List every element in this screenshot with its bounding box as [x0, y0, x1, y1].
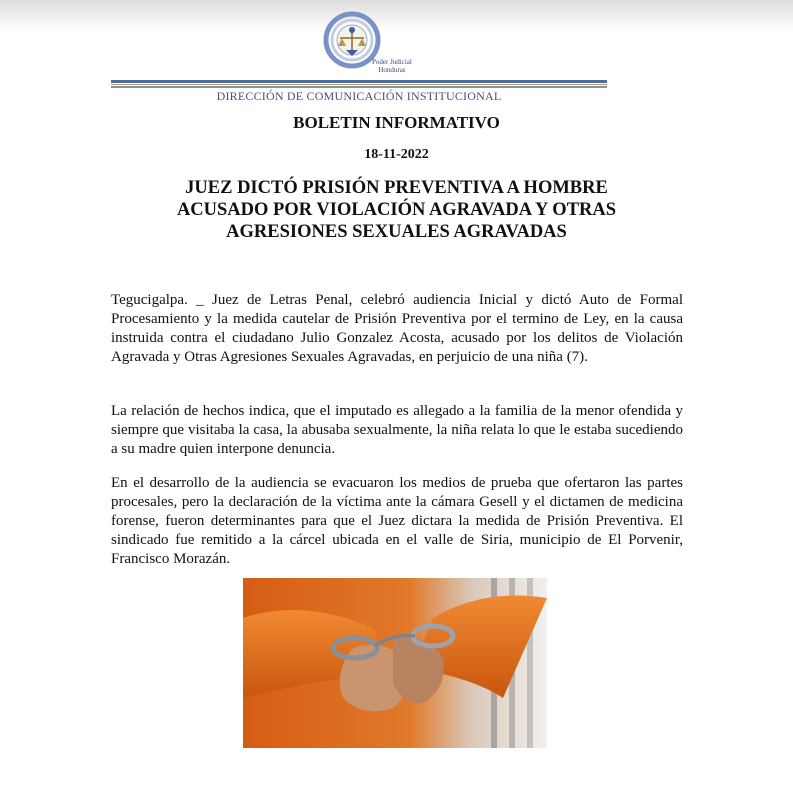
- headline-line: ACUSADO POR VIOLACIÓN AGRAVADA Y OTRAS: [176, 200, 617, 220]
- headline-line: JUEZ DICTÓ PRISIÓN PREVENTIVA A HOMBRE: [185, 178, 608, 198]
- header-rule-gold: [111, 84, 607, 85]
- body-paragraph-3: En el desarrollo de la audiencia se evacuaron los medios de prueba que ofertaron las partes procesales, pero la declaración de la víctima ante la cámara Gesell y el dictamen de medicina forense, fueron determinantes para que el Juez dictara la medida de Prisión Preventiva. El sindicado fue remitido a la cárcel ubicada en el valle de Siria, municipio de El Porvenir, Francisco Morazán.: [111, 475, 683, 567]
- headline: [130, 177, 663, 243]
- header-rule-gray: [111, 86, 607, 88]
- department-name: DIRECCIÓN DE COMUNICACIÓN INSTITUCIONAL: [216, 89, 502, 103]
- logo-caption-line2: Honduras: [378, 66, 406, 74]
- headline-line: AGRESIONES SEXUALES AGRAVADAS: [226, 222, 567, 242]
- body-paragraph-1: Tegucigalpa. _ Juez de Letras Penal, celebró audiencia Inicial y dictó Auto de Formal Procesamiento y la medida cautelar de Prisión Preventiva por el termino de Ley, en la causa instruida contra el ciudadano Julio Gonzalez Acosta, acusado por los delitos de Violación Agravada y Otras Agresiones Sexuales Agravadas, en perjuicio de una niña (7).: [111, 292, 683, 365]
- bulletin-date: 18-11-2022: [364, 147, 429, 162]
- handcuffed-prisoner-photo: [243, 578, 547, 748]
- logo-caption: [372, 58, 412, 74]
- logo-caption-line1: Poder Judicial: [372, 58, 412, 66]
- bulletin-label: BOLETIN INFORMATIVO: [293, 113, 500, 132]
- header-rule-blue: [111, 80, 607, 83]
- body-paragraph-2: La relación de hechos indica, que el imputado es allegado a la familia de la menor ofendida y siempre que visitaba la casa, la abusaba sexualmente, la niña relata lo que le estaba sucediendo a su madre quien interpone denuncia.: [111, 403, 683, 457]
